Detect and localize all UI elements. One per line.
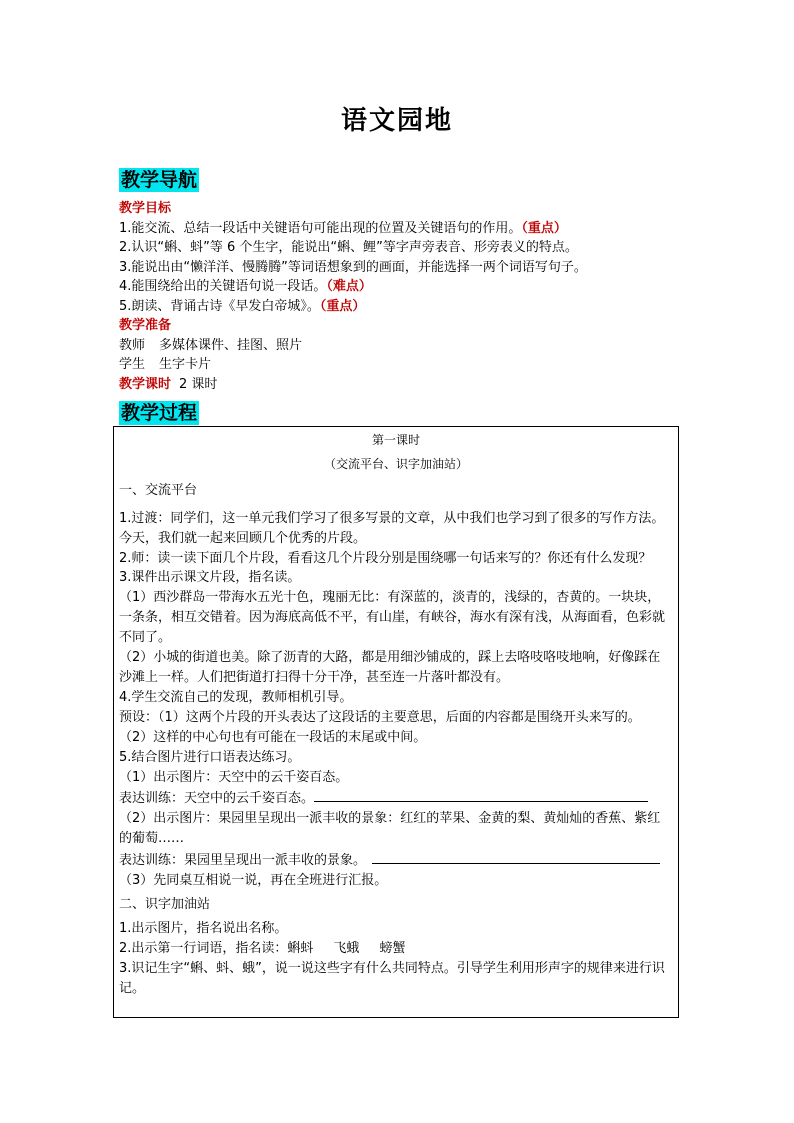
section-title: 二、识字加油站	[119, 896, 211, 912]
answer-blank[interactable]	[372, 849, 660, 864]
paragraph: （2）小城的街道也美。除了沥青的大路，都是用细沙铺成的，踩上去咯吱咯吱地响，好像踩在沙滩上一样。人们把街道打扫得十分干净，甚至连一片落叶都没有。	[119, 650, 661, 685]
nav-heading: 教学导航	[121, 169, 198, 191]
paragraph: 5.结合图片进行口语表达练习。	[119, 749, 301, 765]
teaching-goals	[119, 199, 679, 394]
prep-item: 学生 生字卡片	[119, 357, 212, 372]
paragraph: 2.师：读一读下面几个片段，看看这几个片段分别是围绕哪一句话来写的？你还有什么发现？	[119, 550, 652, 566]
process-table	[113, 426, 679, 1018]
paragraph: （3）先同桌互相说一说，再在全班进行汇报。	[119, 873, 388, 889]
goal-item: 1.能交流、总结一段话中关键语句可能出现的位置及关键语句的作用。（重点）	[119, 220, 567, 236]
goal-item: 4.能围绕给出的关键语句说一段话。（难点）	[119, 279, 372, 294]
paragraph: 1.出示图片，指名说出名称。	[119, 920, 288, 936]
paragraph: 3.识记生字“蝌、蚪、蛾”，说一说这些字有什么共同特点。引导学生利用形声字的规律来进行识记。	[119, 960, 665, 996]
prep-label: 教学准备	[119, 318, 172, 333]
hours-row: 教学课时 2 课时	[119, 376, 218, 392]
exercise-line: 表达训练：天空中的云千姿百态。	[119, 787, 673, 809]
paragraph: 1.过渡：同学们，这一单元我们学习了很多写景的文章，从中我们也学习到了很多的写作方法。今天，我们就一起来回顾几个优秀的片段。	[119, 510, 665, 546]
paragraph: （1）出示图片：天空中的云千姿百态。	[119, 769, 349, 785]
section-heading-nav	[119, 168, 199, 192]
page-title: 语文园地	[340, 106, 453, 136]
exercise-line: 表达训练：果园里呈现出一派丰收的景象。	[119, 849, 673, 871]
paragraph: （1）西沙群岛一带海水五光十色，瑰丽无比：有深蓝的，淡青的，浅绿的，杏黄的。一块块，一条条，相互交错着。因为海底高低不平，有山崖，有峡谷，海水有深有浅，从海面看，色彩就不同了。	[119, 590, 666, 646]
paragraph: 3.课件出示课文片段，指名读。	[119, 570, 301, 586]
prep-item: 教师 多媒体课件、挂图、照片	[119, 337, 303, 353]
process-heading: 教学过程	[121, 402, 198, 424]
section-heading-process	[119, 401, 199, 425]
word-line: 2.出示第一行词语，指名读：蝌蚪 飞蛾 螃蟹	[119, 940, 406, 956]
lesson-title: 第一课时	[371, 433, 420, 447]
lesson-subtitle: （交流平台、识字加油站）	[323, 456, 468, 471]
paragraph: 预设：（1）这两个片段的开头表达了这段话的主要意思，后面的内容都是围绕开头来写的。	[119, 709, 641, 725]
section-title: 一、交流平台	[119, 482, 198, 498]
answer-blank[interactable]	[314, 787, 648, 802]
paragraph: （2）出示图片：果园里呈现出一派丰收的景象：红红的苹果、金黄的梨、黄灿灿的香蕉、紫红的葡萄……	[119, 811, 661, 847]
goal-item: 2.认识“蝌、蚪”等 6 个生字，能说出“蝌、鲤”等字声旁表音、形旁表义的特点。	[119, 240, 578, 255]
paragraph: （2）这样的中心句也有可能在一段话的末尾或中间。	[119, 729, 427, 745]
paragraph: 4.学生交流自己的发现，教师相机引导。	[119, 689, 353, 705]
goal-item: 5.朗读、背诵古诗《早发白帝城》。（重点）	[119, 298, 366, 314]
goals-label: 教学目标	[119, 201, 172, 216]
goal-item: 3.能说出由“懒洋洋、慢腾腾”等词语想象到的画面，并能选择一两个词语写句子。	[119, 259, 587, 275]
